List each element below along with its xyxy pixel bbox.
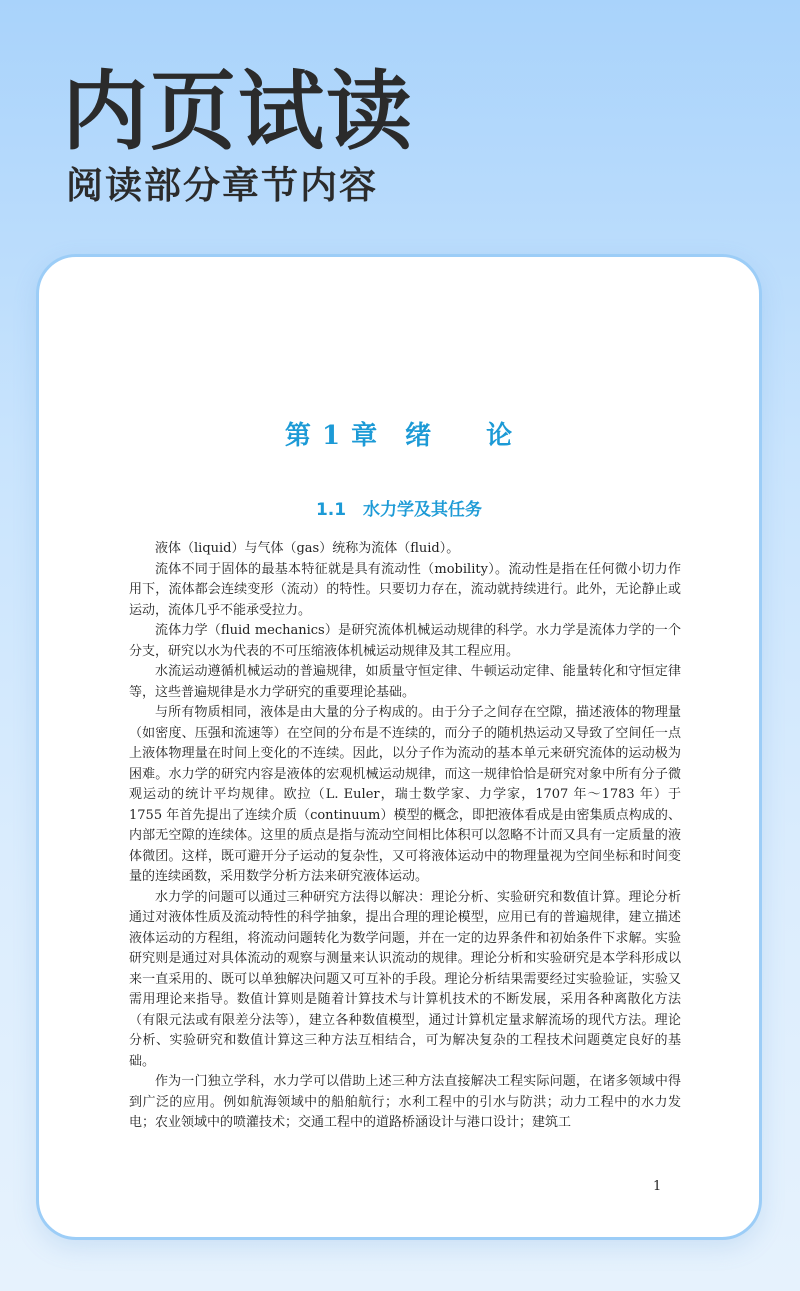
- paragraph: 作为一门独立学科，水力学可以借助上述三种方法直接解决工程实际问题，在诸多领域中得到广泛的应用。例如航海领域中的船舶航行；水利工程中的引水与防洪；动力工程中的水力发电；农业领域中的喷灌技术；交通工程中的道路桥涵设计与港口设计；建筑工: [129, 1074, 681, 1130]
- page-number: 1: [653, 1179, 662, 1194]
- body-text: [129, 539, 681, 1134]
- paragraph: 与所有物质相同，液体是由大量的分子构成的。由于分子之间存在空隙，描述液体的物理量（如密度、压强和流速等）在空间的分布是不连续的，而分子的随机热运动又导致了空间任一点上液体物理量在时间上变化的不连续。因此，以分子作为流动的基本单元来研究流体的运动极为困难。水力学的研究内容是液体的宏观机械运动规律，而这一规律恰恰是研究对象中所有分子微观运动的统计平均规律。欧拉（L. Euler，瑞士数学家、力学家，1707 年～1783 年）于 1755 年首先提出了连续介质（continuum）模型的概念，即把液体看成是由密集质点构成的、内部无空隙的连续体。这里的质点是指与流动空间相比体积可以忽略不计而又具有一定质量的液体微团。这样，既可避开分子运动的复杂性，又可将液体运动中的物理量视为空间坐标和时间变量的连续函数，采用数学分析方法来研究液体运动。: [129, 705, 681, 884]
- section-title: 1.1 水力学及其任务: [315, 500, 483, 520]
- book-page-card: [36, 254, 762, 1240]
- chapter-title: 第 1 章 绪 论: [284, 421, 514, 451]
- paragraph: 液体（liquid）与气体（gas）统称为流体（fluid）。: [155, 541, 460, 556]
- hero-title: 内页试读: [62, 62, 414, 162]
- paragraph: 水力学的问题可以通过三种研究方法得以解决：理论分析、实验研究和数值计算。理论分析通过对液体性质及流动特性的科学抽象，提出合理的理论模型，应用已有的普遍规律，建立描述液体运动的方程组，将流动问题转化为数学问题，并在一定的边界条件和初始条件下求解。实验研究则是通过对具体流动的观察与测量来认识流动的规律。理论分析和实验研究是本学科形成以来一直采用的、既可以单独解决问题又可互补的手段。理论分析结果需要经过实验验证，实验又需用理论来指导。数值计算则是随着计算技术与计算机技术的不断发展，采用各种离散化方法（有限元法或有限差分法等），建立各种数值模型，通过计算机定量求解流场的现代方法。理论分析、实验研究和数值计算这三种方法互相结合，可为解决复杂的工程技术问题奠定良好的基础。: [129, 889, 681, 1069]
- paragraph: 流体不同于固体的最基本特征就是具有流动性（mobility）。流动性是指在任何微小切力作用下，流体都会连续变形（流动）的特性。只要切力存在，流动就持续进行。此外，无论静止或运动，流体几乎不能承受拉力。: [129, 561, 681, 618]
- hero-subtitle: 阅读部分章节内容: [66, 164, 378, 207]
- paragraph: 流体力学（fluid mechanics）是研究流体机械运动规律的科学。水力学是流体力学的一个分支，研究以水为代表的不可压缩液体机械运动规律及其工程应用。: [129, 623, 681, 659]
- paragraph: 水流运动遵循机械运动的普遍规律，如质量守恒定律、牛顿运动定律、能量转化和守恒定律等，这些普遍规律是水力学研究的重要理论基础。: [129, 664, 681, 700]
